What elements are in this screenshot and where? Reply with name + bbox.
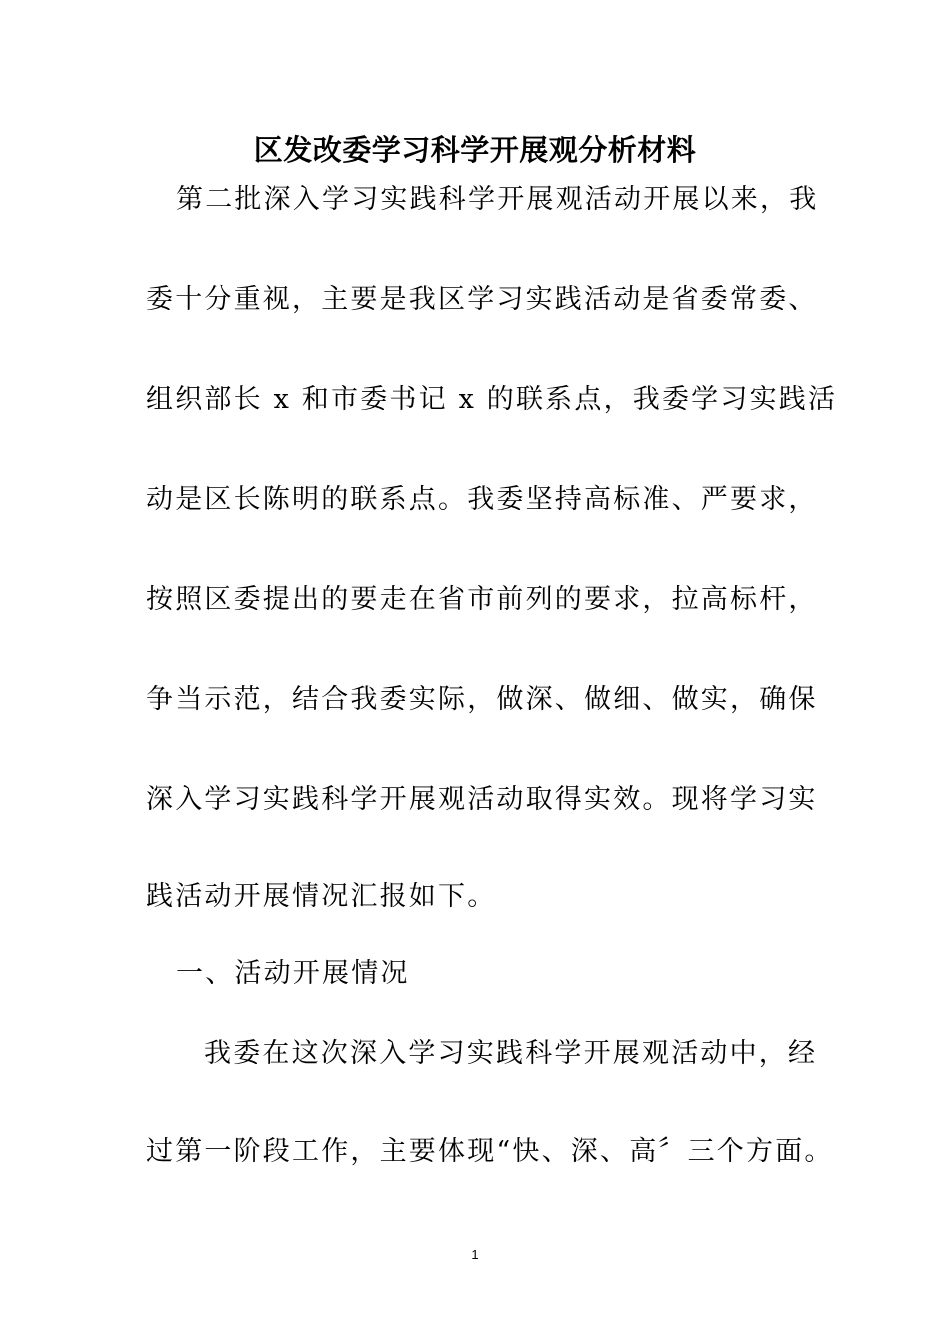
paragraph-line: 深入学习实践科学开展观活动取得实效。现将学习实	[146, 784, 818, 815]
section-heading: 一、活动开展情况	[176, 958, 410, 989]
paragraph-line: 过第一阶段工作，主要体现“快、深、高〞三个方面。	[146, 1136, 834, 1167]
paragraph-line: 践活动开展情况汇报如下。	[146, 881, 497, 912]
paragraph-line: 争当示范，结合我委实际，做深、做细、做实，确保	[146, 684, 818, 715]
paragraph-line: 委十分重视，主要是我区学习实践活动是省委常委、	[146, 284, 818, 315]
paragraph-line: 我委在这次深入学习实践科学开展观活动中，经	[204, 1038, 818, 1069]
page-number: 1	[471, 1247, 479, 1262]
paragraph-line: 动是区长陈明的联系点。我委坚持高标准、严要求，	[146, 484, 818, 515]
paragraph-line: 第二批深入学习实践科学开展观活动开展以来，我	[176, 184, 819, 215]
paragraph-line: 按照区委提出的要走在省市前列的要求，拉高标杆，	[146, 584, 818, 615]
paragraph-line: 组织部长 x 和市委书记 x 的联系点，我委学习实践活	[146, 384, 838, 415]
document-title: 区发改委学习科学开展观分析材料	[253, 133, 697, 167]
